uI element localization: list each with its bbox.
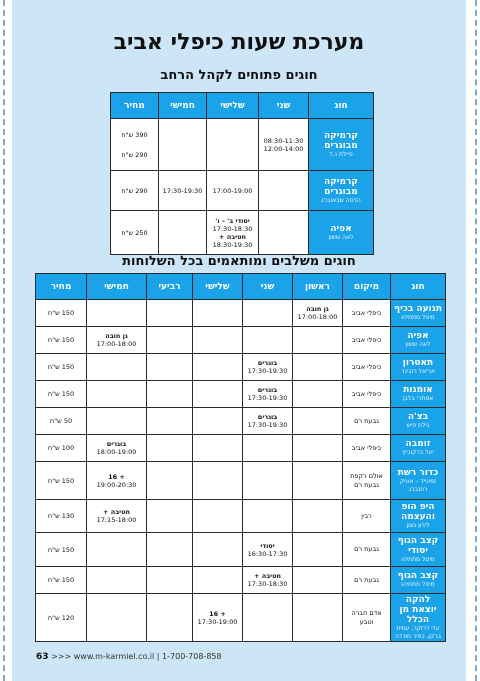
table2-class-name [391, 567, 446, 594]
table2-header: מיקום [343, 274, 391, 300]
table1-price-cell [111, 211, 159, 255]
class-name: בצ'ה [407, 412, 429, 422]
class-teacher: מיטל מתתיהו [401, 555, 435, 563]
table1-header: מחיר [111, 93, 159, 119]
table1-tuesday-cell [207, 211, 259, 255]
table2-row [36, 533, 446, 567]
table2-sunday-cell-line: גן חובה [306, 305, 329, 313]
table2-location-cell [343, 327, 391, 354]
table2-monday-cell [243, 327, 293, 354]
table1-tuesday-cell-line: יסודי ב' – ו' [215, 216, 250, 225]
class-name: אפיה [330, 223, 352, 234]
table2-monday-cell [243, 462, 293, 500]
table2-price-cell [36, 533, 87, 567]
table1-monday-cell-line: 08:30-11:30 [263, 136, 304, 145]
cut-line-left [3, 0, 5, 681]
table2-thursday-cell [87, 408, 147, 435]
price-line: 290 ש"ח [121, 186, 148, 195]
table2-monday-cell [243, 500, 293, 533]
table2-monday-cell-line: 17:30-19:30 [247, 421, 288, 429]
table2-class-name [391, 327, 446, 354]
class-teacher: יעל ברקוביץ [402, 449, 434, 456]
table2-sunday-cell [293, 327, 343, 354]
class-name: קרמיקה מבוגרים [323, 176, 359, 197]
class-teacher: לאה ששון [405, 341, 431, 348]
location-text: כיפלי אביב [351, 443, 382, 452]
table2-monday-cell-line: בוגרים [257, 413, 278, 421]
table2-class-name [391, 381, 446, 408]
location-text: כיפלי אביב [351, 389, 382, 398]
table2-wednesday-cell [147, 462, 193, 500]
table2-tuesday-cell [193, 354, 243, 381]
integrated-classes-table [35, 273, 446, 642]
table2-location-cell [343, 435, 391, 462]
table2-header: חוג [391, 274, 446, 300]
table1-subtitle: חוגים פתוחים לקהל הרחב [160, 68, 318, 83]
table2-monday-cell [243, 435, 293, 462]
table2-class-name [391, 435, 446, 462]
table2-row [36, 354, 446, 381]
table2-location-cell [343, 594, 391, 642]
table2-wednesday-cell [147, 300, 193, 327]
table2-header: שני [243, 274, 293, 300]
table2-wednesday-cell [147, 567, 193, 594]
table2-location-cell [343, 408, 391, 435]
table1-tuesday-cell-line: 17:30-18:30 [212, 224, 253, 233]
table2-row [36, 594, 446, 642]
table2-tuesday-cell [193, 594, 243, 642]
table2-monday-cell-line: 17:30-19:30 [247, 394, 288, 402]
class-name: תנועה בכיף [394, 304, 442, 314]
table2-sunday-cell [293, 300, 343, 327]
table2-monday-cell-line: 16:30-17:30 [247, 549, 288, 558]
price-text: 120 ש"ח [47, 613, 75, 622]
page-title: מערכת שעות כיפלי אביב [113, 30, 365, 55]
table2-location-cell [343, 381, 391, 408]
table2-wednesday-cell [147, 533, 193, 567]
price-text: 50 ש"ח [49, 417, 73, 425]
table2-tuesday-cell [193, 381, 243, 408]
table1-tuesday-cell-line: חטיבה + [219, 232, 246, 241]
price-line: 250 ש"ח [121, 228, 148, 237]
location-text: גבעת רם [354, 575, 379, 584]
table2-thursday-cell-line: 17:15-18:00 [96, 516, 137, 524]
class-teacher: זמינייד – אוניק רוזנברג [399, 477, 437, 493]
table2-wednesday-cell [147, 381, 193, 408]
table2-price-cell [36, 354, 87, 381]
table2-thursday-cell [87, 435, 147, 462]
location-text: גבעת רם [354, 416, 379, 425]
table1-header: חמישי [159, 93, 207, 119]
table2-wednesday-cell [147, 354, 193, 381]
price-text: 150 ש"ח [47, 336, 75, 344]
table2-monday-cell [243, 594, 293, 642]
table2-location-cell [343, 567, 391, 594]
footer-divider: | [156, 652, 160, 661]
table2-thursday-cell-line: 18:00-19:00 [96, 448, 137, 456]
location-text: גבעת רם [354, 545, 379, 553]
class-name: כדור רשת [397, 467, 439, 478]
class-name: אפיה [407, 331, 429, 341]
table2-row [36, 435, 446, 462]
table2-thursday-cell [87, 567, 147, 594]
table2-location-cell [343, 500, 391, 533]
class-teacher: מיטל מתתיהו [401, 314, 435, 321]
table1-tuesday-cell-line: 17:00-19:00 [212, 186, 253, 195]
table2-sunday-cell [293, 533, 343, 567]
footer-arrows: >>> [51, 652, 72, 661]
table2-tuesday-cell [193, 462, 243, 500]
table1-price-cell [111, 171, 159, 211]
class-name: קרמיקה מבוגרים [323, 130, 359, 151]
table2-tuesday-cell [193, 327, 243, 354]
location-text: כיפלי אביב [351, 362, 382, 371]
table2-row [36, 327, 446, 354]
table2-sunday-cell [293, 462, 343, 500]
table1-row [111, 171, 374, 211]
class-name: זומבה [405, 439, 431, 449]
location-text: כיפלי אביב [351, 308, 382, 317]
table2-class-name [391, 533, 446, 567]
table2-header: מחיר [36, 274, 87, 300]
table2-monday-cell [243, 300, 293, 327]
table2-class-name [391, 408, 446, 435]
table2-price-cell [36, 594, 87, 642]
class-teacher: אריאל רובינר [401, 368, 435, 375]
table2-row [36, 500, 446, 533]
price-line: 390 ש"ח [121, 130, 148, 139]
table2-monday-cell [243, 354, 293, 381]
class-teacher: לאה ששון [328, 233, 354, 241]
table2-tuesday-cell [193, 533, 243, 567]
table1-thursday-cell [159, 119, 207, 171]
table2-monday-cell-line: חטיבה + [254, 572, 281, 580]
table2-thursday-cell [87, 594, 147, 642]
table2-row [36, 408, 446, 435]
table2-location-cell [343, 533, 391, 567]
location-text: כיפלי אביב [351, 335, 382, 344]
table2-class-name [391, 300, 446, 327]
table2-class-name [391, 462, 446, 500]
table1-header: שני [259, 93, 309, 119]
table1-class-name [309, 211, 374, 255]
class-teacher: גילת פיש [406, 422, 430, 429]
table2-sunday-cell [293, 408, 343, 435]
table2-subtitle: חוגים משלבים ומותאמים בכל השלוחות [122, 254, 356, 269]
table2-monday-cell-line: בוגרים [257, 386, 278, 394]
table2-sunday-cell [293, 435, 343, 462]
table2-price-cell [36, 500, 87, 533]
table2-thursday-cell-line: 19:00-20:30 [96, 480, 137, 489]
table2-class-name [391, 500, 446, 533]
table2-monday-cell-line: 17:30-18:30 [247, 580, 288, 588]
cut-line-right [475, 0, 477, 681]
table2-wednesday-cell [147, 435, 193, 462]
table2-wednesday-cell [147, 594, 193, 642]
table1-monday-cell [259, 171, 309, 211]
page-number: 63 [36, 652, 49, 662]
table2-sunday-cell [293, 500, 343, 533]
footer-website-link[interactable]: www.m-karmiel.co.il [73, 652, 155, 661]
table2-monday-cell [243, 567, 293, 594]
table2-price-cell [36, 381, 87, 408]
table2-tuesday-cell-line: 17:30-19:00 [197, 617, 238, 626]
table2-row [36, 300, 446, 327]
table2-header: רביעי [147, 274, 193, 300]
table2-sunday-cell [293, 567, 343, 594]
table2-row [36, 381, 446, 408]
table2-monday-cell-line: בוגרים [257, 359, 278, 367]
location-text: רבין [361, 511, 372, 520]
class-name: היפ הופ והעצמה [401, 502, 435, 522]
table1-monday-cell-line: 12:00-14:00 [263, 144, 304, 153]
class-name: להקה יוצאת מן הכלל [399, 594, 437, 625]
table2-thursday-cell-line: גן חובה [105, 332, 128, 340]
table1-thursday-cell-line: 17:30-19:30 [162, 186, 203, 195]
table2-sunday-cell [293, 354, 343, 381]
class-teacher: הדסה שבאוברג [321, 196, 361, 204]
price-text: 150 ש"ח [47, 363, 75, 371]
price-text: 150 ש"ח [47, 390, 75, 398]
table2-price-cell [36, 567, 87, 594]
table2-thursday-cell [87, 500, 147, 533]
table2-monday-cell [243, 381, 293, 408]
table2-sunday-cell [293, 381, 343, 408]
table2-tuesday-cell [193, 300, 243, 327]
table2-tuesday-cell [193, 500, 243, 533]
price-text: 100 ש"ח [47, 444, 75, 452]
table2-tuesday-cell [193, 567, 243, 594]
table2-header: חמישי [87, 274, 147, 300]
class-name: קצב הגוף יסודי [397, 535, 439, 556]
table2-thursday-cell [87, 300, 147, 327]
table2-class-name [391, 354, 446, 381]
class-name: תאטרון [402, 358, 434, 368]
table1-row [111, 211, 374, 255]
page-footer [36, 652, 222, 662]
table2-wednesday-cell [147, 327, 193, 354]
table2-row [36, 462, 446, 500]
table1-price-cell [111, 119, 159, 171]
table2-wednesday-cell [147, 408, 193, 435]
table2-location-cell [343, 462, 391, 500]
table2-tuesday-cell [193, 408, 243, 435]
table2-tuesday-cell [193, 435, 243, 462]
price-text: 130 ש"ח [47, 512, 75, 520]
table2-tuesday-cell-line: + 16 [209, 609, 226, 618]
footer-phone: 1-700-708-858 [162, 652, 222, 661]
price-text: 150 ש"ח [47, 545, 75, 554]
table1-class-name [309, 119, 374, 171]
table2-thursday-cell [87, 354, 147, 381]
table1-monday-cell [259, 211, 309, 255]
table2-price-cell [36, 327, 87, 354]
class-teacher: עדי דרוקר, עמית ברקן, כפיר חודדה [394, 624, 442, 640]
table2-header: ראשון [293, 274, 343, 300]
table2-thursday-cell [87, 462, 147, 500]
table2-header: שלישי [193, 274, 243, 300]
table1-thursday-cell [159, 211, 207, 255]
table2-thursday-cell [87, 327, 147, 354]
table1-header: שלישי [207, 93, 259, 119]
table1-row [111, 119, 374, 171]
class-teacher: מיטל מתתיהו [401, 581, 435, 588]
table2-price-cell [36, 408, 87, 435]
location-text: אדם חברה וטבע [351, 608, 382, 626]
table2-sunday-cell-line: 17:00-18:00 [297, 313, 338, 321]
table1-monday-cell [259, 119, 309, 171]
table1-header: חוג [309, 93, 374, 119]
table2-row [36, 567, 446, 594]
class-teacher: לירון גאון [406, 522, 430, 529]
table2-thursday-cell-line: 17:00-18:00 [96, 340, 137, 348]
open-classes-table [110, 92, 374, 255]
table2-thursday-cell-line: בוגרים [106, 440, 127, 448]
table2-price-cell [36, 435, 87, 462]
class-teacher: פיילת נ.ל [329, 150, 353, 158]
table1-thursday-cell [159, 171, 207, 211]
table2-thursday-cell-line: חטיבה + [103, 508, 130, 516]
table2-monday-cell [243, 533, 293, 567]
table2-monday-cell [243, 408, 293, 435]
table2-wednesday-cell [147, 500, 193, 533]
price-line: 290 ש"ח [121, 150, 148, 159]
table2-monday-cell-line: 17:30-19:30 [247, 367, 288, 375]
table2-thursday-cell-line: + 16 [108, 472, 125, 481]
class-name: אומנות [403, 385, 433, 395]
price-text: 150 ש"ח [47, 476, 75, 485]
table2-class-name [391, 594, 446, 642]
class-teacher: אסתרי בלבן [402, 395, 434, 402]
table1-tuesday-cell-line: 18:30-19:30 [212, 240, 253, 249]
table2-thursday-cell [87, 381, 147, 408]
table1-tuesday-cell [207, 119, 259, 171]
class-name: קצב הגוף [397, 571, 439, 581]
table2-price-cell [36, 462, 87, 500]
price-text: 150 ש"ח [47, 309, 75, 317]
table2-price-cell [36, 300, 87, 327]
table1-tuesday-cell [207, 171, 259, 211]
price-text: 150 ש"ח [47, 576, 75, 584]
table2-location-cell [343, 300, 391, 327]
table2-monday-cell-line: יסודי [260, 541, 275, 550]
table2-thursday-cell [87, 533, 147, 567]
location-text: אולם רקפת גבעת רם [350, 471, 383, 489]
table2-sunday-cell [293, 594, 343, 642]
table2-location-cell [343, 354, 391, 381]
table1-class-name [309, 171, 374, 211]
